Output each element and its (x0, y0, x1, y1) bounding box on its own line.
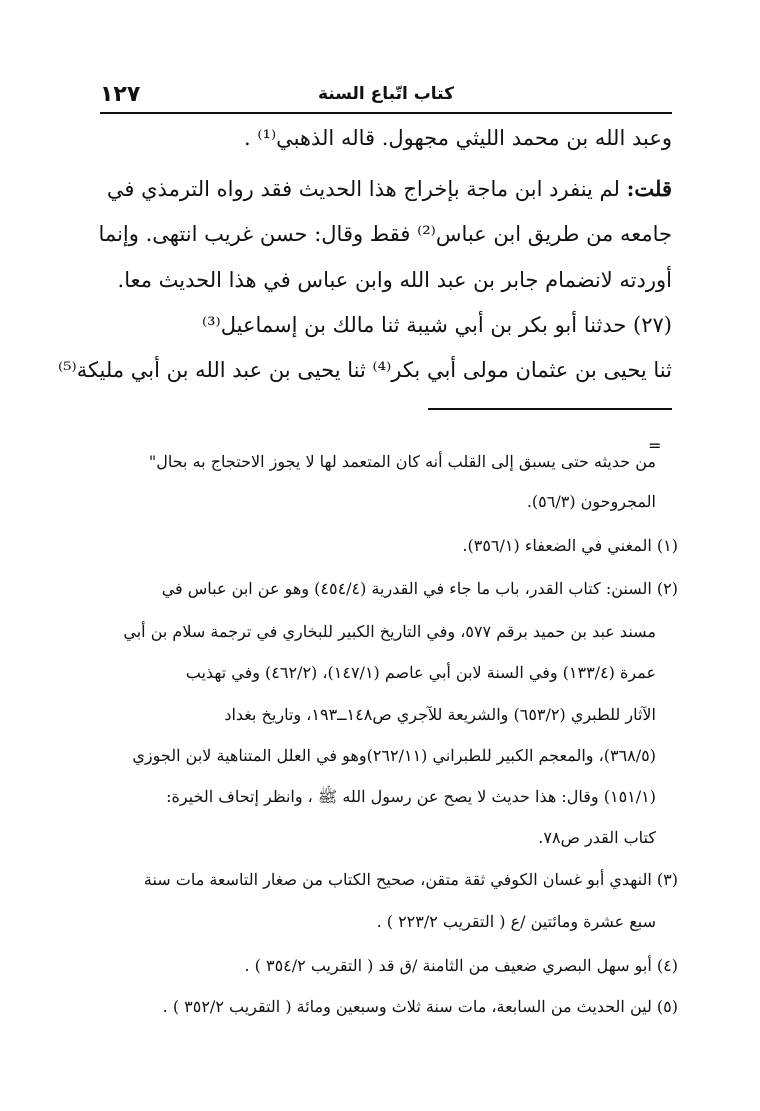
body-line-1: وعبد الله بن محمد الليثي مجهول. قاله الذهبي⁽¹⁾ . (244, 126, 672, 150)
footnote-3-line-2: سبع عشرة ومائتين /ع ( التقريب ٢٢٣/٢ ) . (376, 912, 656, 931)
footnote-separator (428, 408, 672, 410)
header-rule (100, 112, 672, 114)
book-title: كتاب اتّباع السنة (317, 84, 455, 104)
footnote-continuation-line-1: من حديثه حتى يسبق إلى القلب أنه كان المتعمد لها لا يجوز الاحتجاج به بحال" (148, 452, 656, 471)
hadith-27-line-1: (٢٧) حدثنا أبو بكر بن أبي شيبة ثنا مالك بن إسماعيل⁽³⁾ (201, 313, 672, 337)
running-header (100, 82, 672, 110)
body-line-2 (100, 176, 672, 201)
footnote-1: (١) المغني في الضعفاء (٣٥٦/١). (462, 536, 678, 555)
footnote-4: (٤) أبو سهل البصري ضعيف من الثامنة /ق قد ( التقريب ٣٥٤/٢ ) . (244, 956, 678, 975)
continuation-mark: = (648, 436, 662, 455)
footnote-continuation-line-2: المجروحون (٥٦/٣). (526, 492, 656, 511)
footnote-2-line-6: (١٥١/١) وقال: هذا حديث لا يصح عن رسول الله ﷺ ، وانظر إتحاف الخيرة: (166, 787, 656, 806)
body-line-3: جامعه من طريق ابن عباس⁽²⁾ فقط وقال: حسن غريب انتهى. وإنما (98, 222, 672, 246)
footnote-2-line-1: (٢) السنن: كتاب القدر، باب ما جاء في القدرية (٤٥٤/٤) وهو عن ابن عباس في (161, 579, 678, 598)
footnote-2-line-2: مسند عبد بن حميد برقم ٥٧٧، وفي التاريخ الكبير للبخاري في ترجمة سلام بن أبي (123, 622, 656, 641)
footnote-3-line-1: (٣) النهدي أبو غسان الكوفي ثقة متقن، صحيح الكتاب من صغار التاسعة مات سنة (143, 870, 678, 889)
footnote-2-line-5: (٣٦٨/٥)، والمعجم الكبير للطبراني (٢٦٢/١١)وهو في العلل المتناهية لابن الجوزي (132, 746, 656, 765)
hadith-27-line-2: ثنا يحيى بن عثمان مولى أبي بكر⁽⁴⁾ ثنا يحيى بن عبد الله بن أبي مليكة⁽⁵⁾ (57, 358, 672, 382)
body-line-2-text: لم ينفرد ابن ماجة بإخراج هذا الحديث فقد رواه الترمذي في (106, 177, 627, 201)
page-number: ١٢٧ (100, 82, 141, 107)
footnote-2-line-7: كتاب القدر ص٧٨. (538, 828, 656, 847)
footnote-2-line-3: عمرة (١٣٣/٤) وفي السنة لابن أبي عاصم (١٤٧/١)، (٤٦٢/٢) وفي تهذيب (185, 663, 656, 682)
qultu-label: قلت: (626, 176, 672, 201)
footnote-5: (٥) لين الحديث من السابعة، مات سنة ثلاث وسبعين ومائة ( التقريب ٣٥٢/٢ ) . (162, 997, 678, 1016)
body-line-4: أوردته لانضمام جابر بن عبد الله وابن عباس في هذا الحديث معا. (117, 268, 672, 292)
footnote-2-line-4: الآثار للطبري (٦٥٣/٢) والشريعة للآجري ص١٤٨ــ١٩٣، وتاريخ بغداد (224, 705, 656, 724)
